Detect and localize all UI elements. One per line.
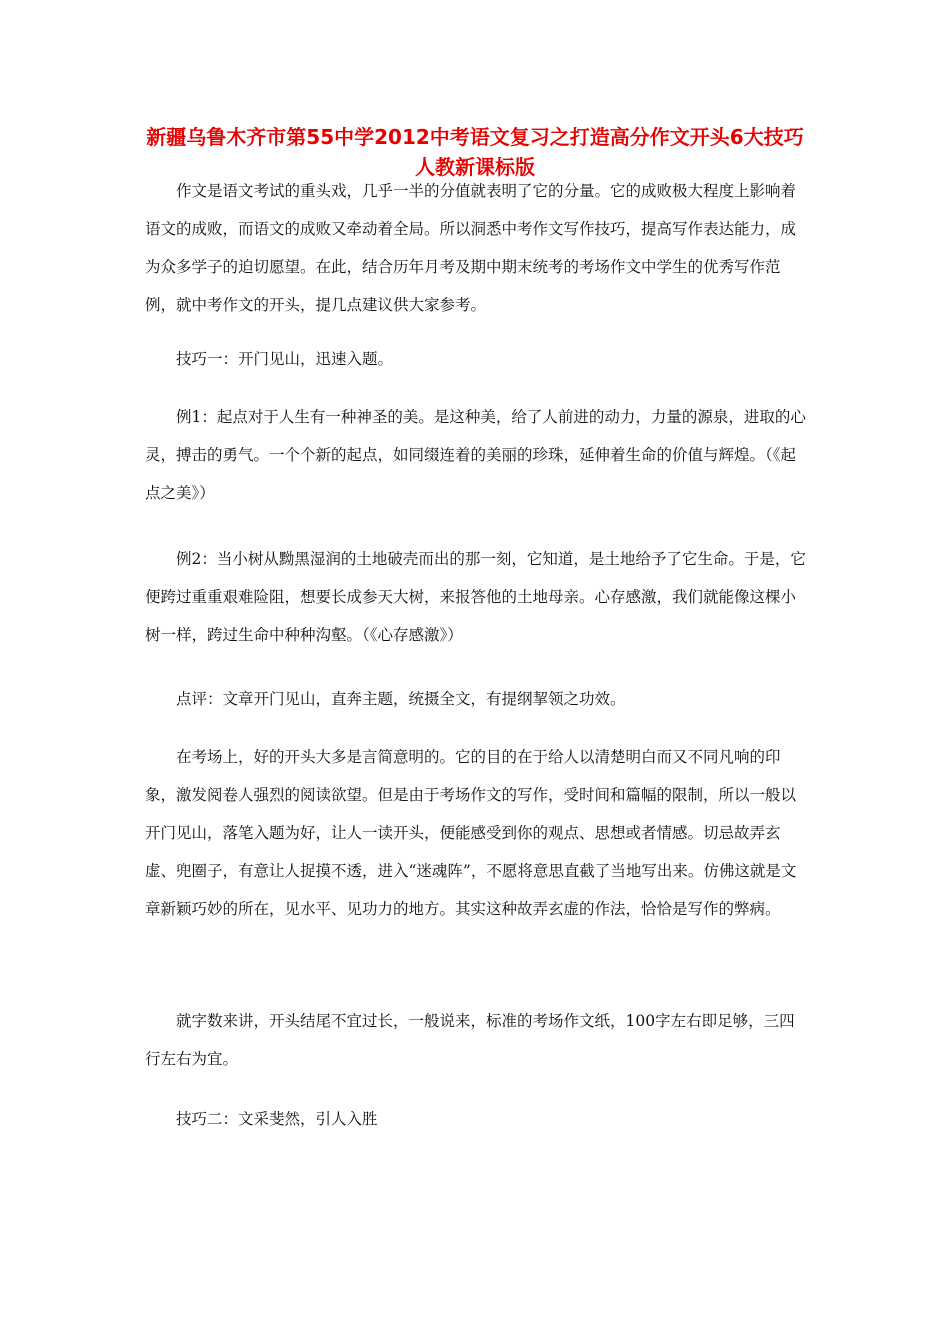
paragraph-technique-1: 技巧一：开门见山，迅速入题。 [176,350,394,368]
paragraph-discussion: 在考场上，好的开头大多是言简意明的。它的目的在于给人以清楚明白而又不同凡响的印象，激发阅卷人强烈的阅读欲望。但是由于考场作文的写作，受时间和篇幅的限制，所以一般以开门见山，落笔入题为好，让人一读开头，便能感受到你的观点、思想或者情感。切忌故弄玄虚、兜圈子，有意让人捉摸不透，进入“迷魂阵”，不愿将意思直截了当地写出来。仿佛这就是文章新颖巧妙的所在，见水平、见功力的地方。其实这种故弄玄虚的作法，恰恰是写作的弊病。 [145,748,797,918]
paragraph-intro: 作文是语文考试的重头戏，几乎一半的分值就表明了它的分量。它的成败极大程度上影响着语文的成败，而语文的成败又牵动着全局。所以洞悉中考作文写作技巧，提高写作表达能力，成为众多学子的迫切愿望。在此，结合历年月考及期中期末统考的考场作文中学生的优秀写作范例，就中考作文的开头，提几点建议供大家参考。 [145,182,797,314]
paragraph-comment: 点评：文章开门见山，直奔主题，统摄全文，有提纲挈领之功效。 [176,690,626,708]
document-title: 新疆乌鲁木齐市第55中学2012中考语文复习之打造高分作文开头6大技巧 人教新课标版 [146,125,804,179]
paragraph-technique-2: 技巧二：文采斐然，引人入胜 [176,1110,378,1128]
paragraph-example-1: 例1：起点对于人生有一种神圣的美。是这种美，给了人前进的动力，力量的源泉，进取的心灵，搏击的勇气。一个个新的起点，如同缀连着的美丽的珍珠，延伸着生命的价值与辉煌。（《起点之美》） [145,408,806,502]
paragraph-word-count: 就字数来讲，开头结尾不宜过长，一般说来，标准的考场作文纸，100字左右即足够，三四行左右为宜。 [145,1012,795,1068]
paragraph-example-2: 例2：当小树从黝黑湿润的土地破壳而出的那一刻，它知道，是土地给予了它生命。于是，它便跨过重重艰难险阻，想要长成参天大树，来报答他的土地母亲。心存感激，我们就能像这棵小树一样，跨过生命中种种沟壑。（《心存感激》） [145,550,806,644]
